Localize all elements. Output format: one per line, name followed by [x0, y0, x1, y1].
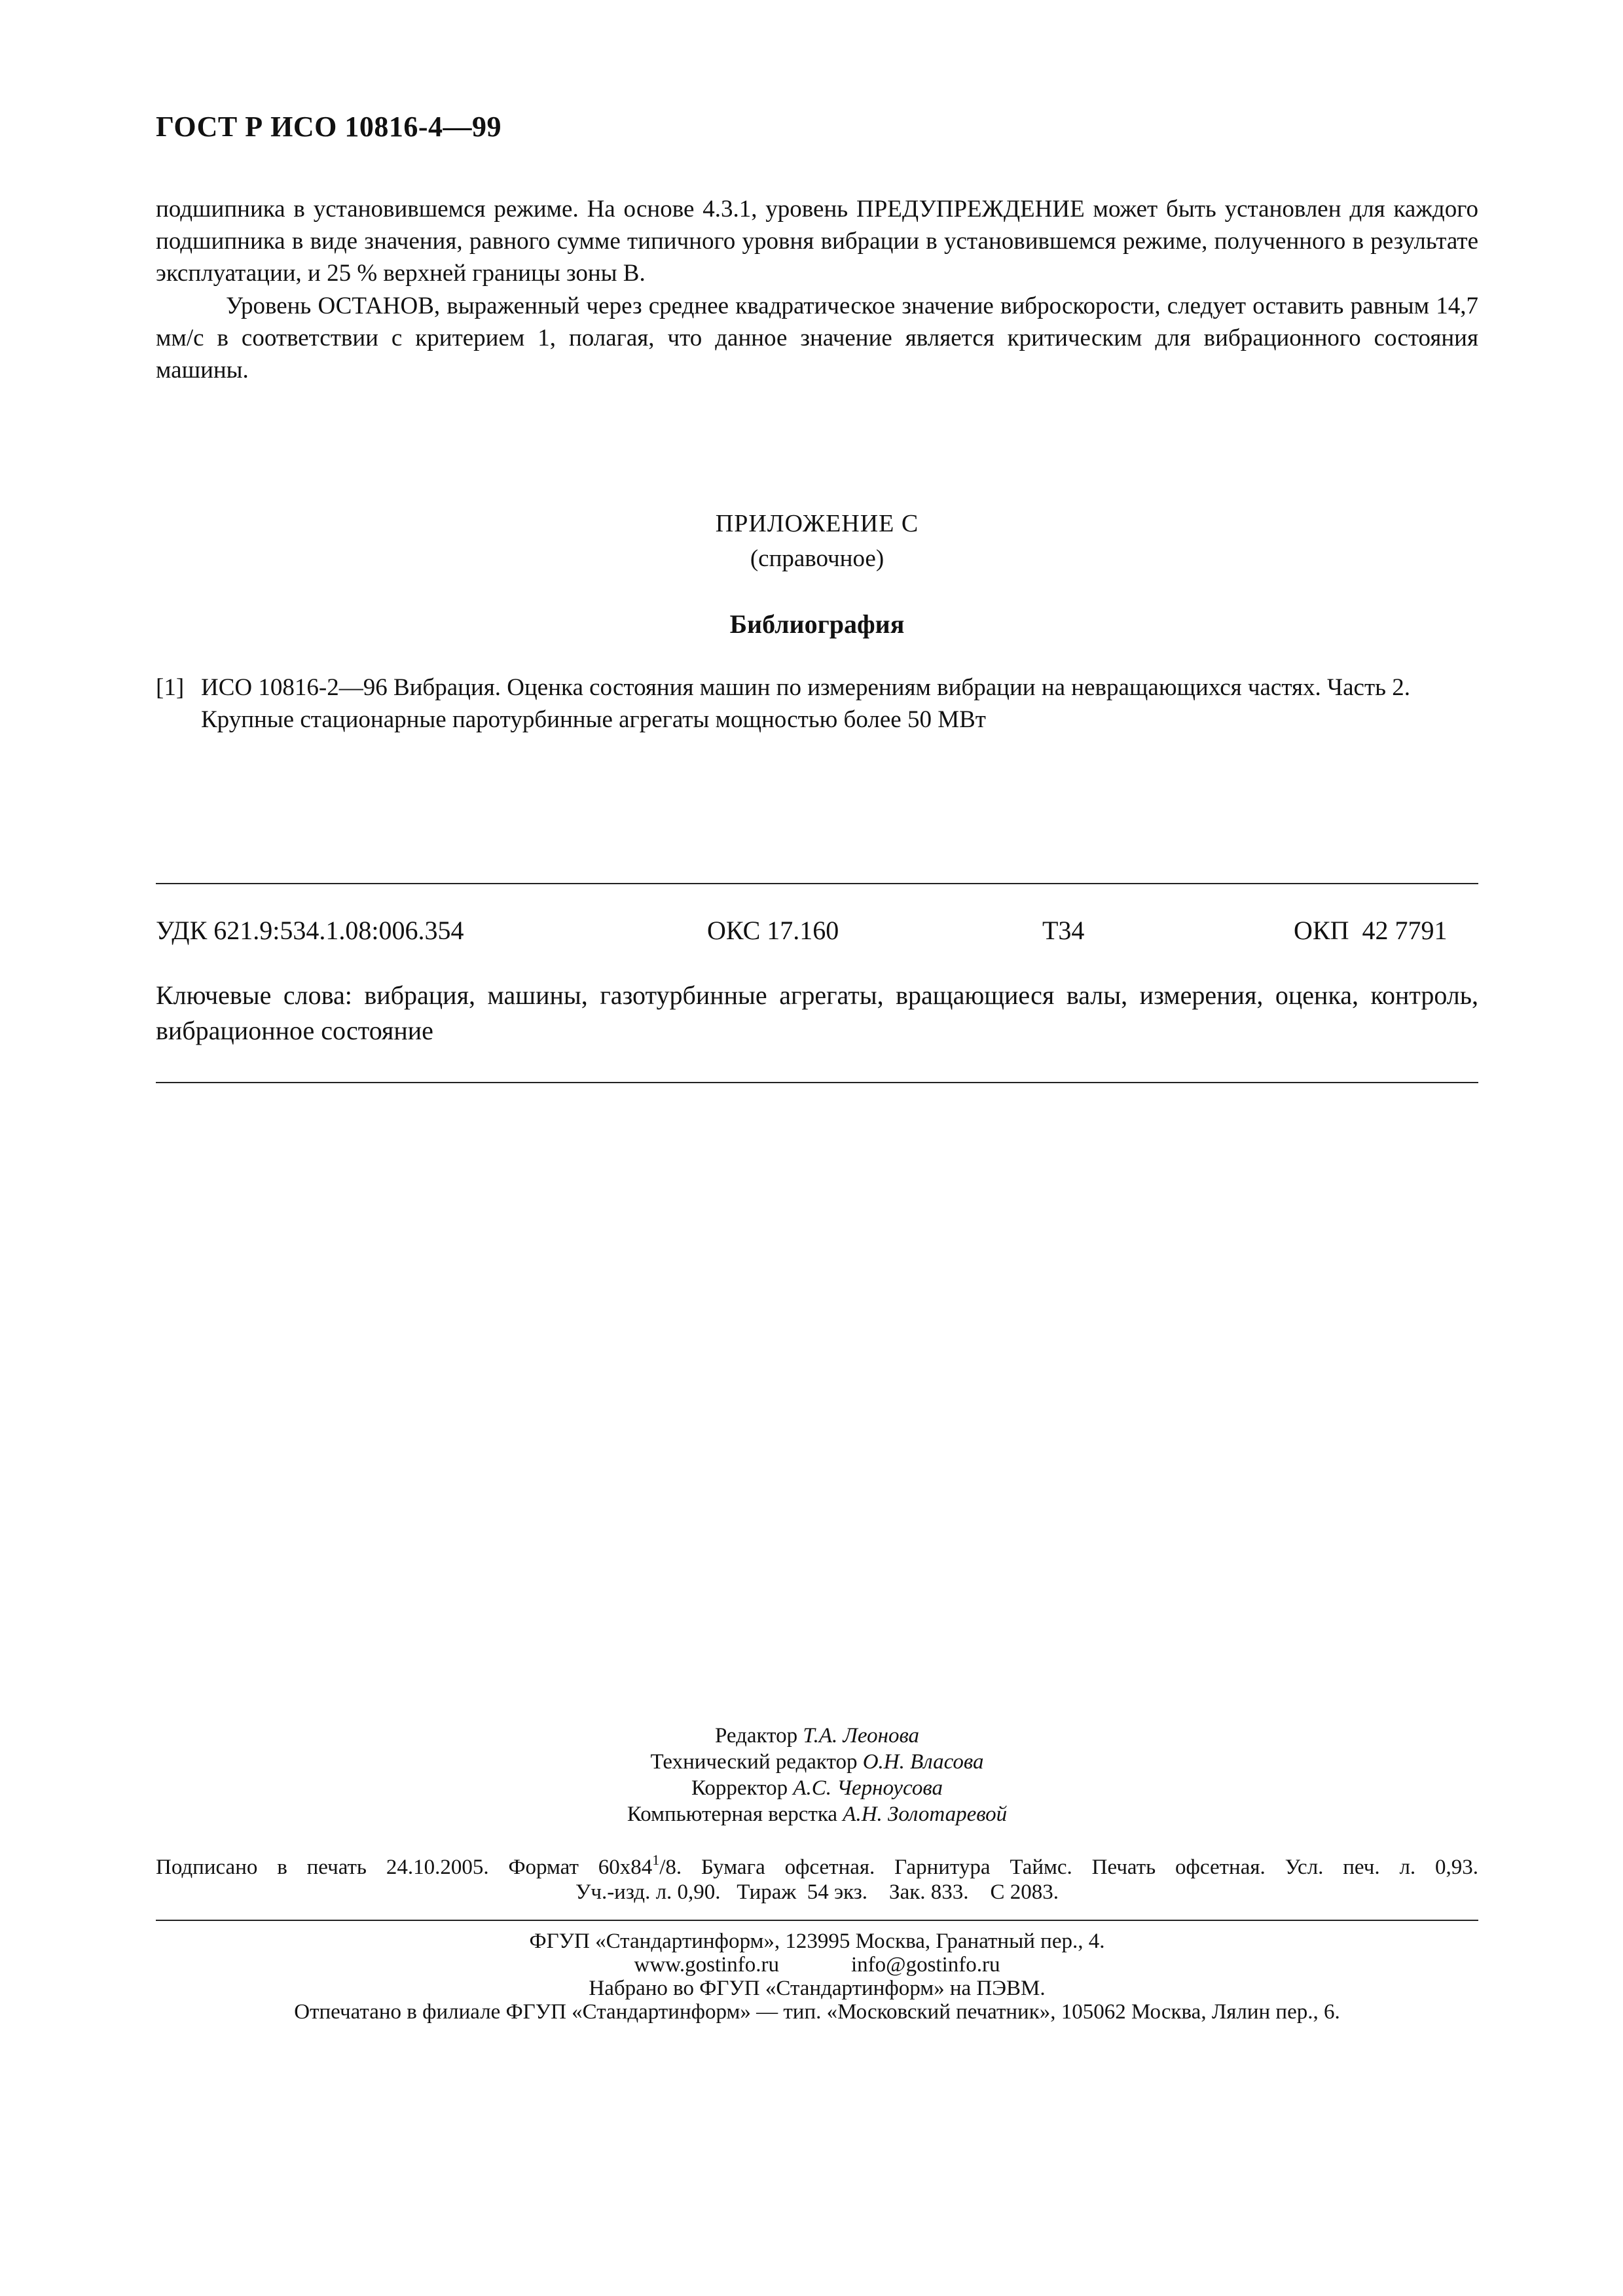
credit-layout [156, 1801, 1478, 1827]
publication-details-2: Уч.-изд. л. 0,90. Тираж 54 экз. Зак. 833. С 2083. [575, 1880, 1059, 1904]
paragraph-stop-level: Уровень ОСТАНОВ, выраженный через среднее квадратическое значение виброскорости, следует оставить равным 14,7 мм/с в соответствии с критерием 1, полагая, что данное значение является критическим для вибрационного состояния машины. [156, 293, 1478, 384]
credit-role: Редактор [714, 1724, 798, 1748]
paper: Бумага офсетная. [701, 1856, 875, 1879]
format [508, 1852, 682, 1879]
credit-name: Т.А. Леонова [803, 1724, 920, 1748]
email-link[interactable]: info@gostinfo.ru [851, 1953, 1000, 1977]
appendix-note: (справочное) [750, 545, 884, 572]
credit-name: О.Н. Власова [862, 1750, 984, 1774]
credit-role: Технический редактор [650, 1750, 858, 1774]
keywords: Ключевые слова: вибрация, машины, газотурбинные агрегаты, вращающиеся валы, измерения, оценка, контроль, вибрационное состояние [156, 980, 1478, 1045]
credit-editor [156, 1723, 1478, 1749]
credit-proofreader [156, 1775, 1478, 1801]
publisher-address: ФГУП «Стандартинформ», 123995 Москва, Гранатный пер., 4. [529, 1929, 1105, 1953]
typeset-note: Набрано во ФГУП «Стандартинформ» на ПЭВМ. [589, 1977, 1046, 2000]
credit-name: А.С. Черноусова [793, 1776, 943, 1800]
credit-role: Компьютерная верстка [627, 1803, 838, 1826]
appendix-title: ПРИЛОЖЕНИЕ С [715, 510, 919, 537]
oks-code: ОКС 17.160 [707, 916, 839, 945]
contact-links [156, 1953, 1478, 1977]
group-code: Т34 [1042, 916, 1085, 945]
credit-tech-editor [156, 1749, 1478, 1775]
bibliography-entry-number: [1] [156, 674, 185, 701]
bibliography-heading: Библиография [729, 609, 905, 639]
publication-details [156, 1852, 1479, 1880]
credit-name: А.Н. Золотаревой [843, 1803, 1008, 1826]
udk-code: УДК 621.9:534.1.08:006.354 [156, 916, 464, 945]
format-prefix: Формат 60х84 [508, 1856, 653, 1879]
credit-role: Корректор [691, 1776, 788, 1800]
format-suffix: /8. [659, 1856, 682, 1879]
credits-block [156, 1723, 1478, 1827]
sheets: Усл. печ. л. 0,93. [1285, 1856, 1479, 1879]
format-sup: 1 [652, 1852, 660, 1868]
document-code: ГОСТ Р ИСО 10816-4—99 [156, 111, 502, 143]
okp-code: ОКП 42 7791 [1294, 916, 1448, 945]
website-link[interactable]: www.gostinfo.ru [634, 1953, 780, 1977]
divider-bottom [156, 1082, 1478, 1083]
bibliography-entry [156, 672, 1478, 736]
printing: Печать офсетная. [1091, 1856, 1266, 1879]
divider-top [156, 883, 1478, 884]
printed-note: Отпечатано в филиале ФГУП «Стандартинформ» — тип. «Московский печатник», 105062 Москва, Лялин пер., 6. [294, 2000, 1340, 2024]
typeface: Гарнитура Таймс. [894, 1856, 1072, 1879]
bibliography-entry-text: ИСО 10816-2—96 Вибрация. Оценка состояния машин по измерениям вибрации на невращающихся частях. Часть 2. Крупные стационарные паротурбинные агрегаты мощностью более 50 МВт [201, 674, 1410, 733]
signed-date: Подписано в печать 24.10.2005. [156, 1856, 489, 1879]
paragraph-warning-level: подшипника в установившемся режиме. На основе 4.3.1, уровень ПРЕДУПРЕЖДЕНИЕ может быть установлен для каждого подшипника в виде значения, равного сумме типичного уровня вибрации в установившемся режиме, полученного в результате эксплуатации, и 25 % верхней границы зоны В. [156, 196, 1478, 287]
imprint-block [156, 1929, 1478, 2024]
divider-imprint [156, 1920, 1478, 1921]
